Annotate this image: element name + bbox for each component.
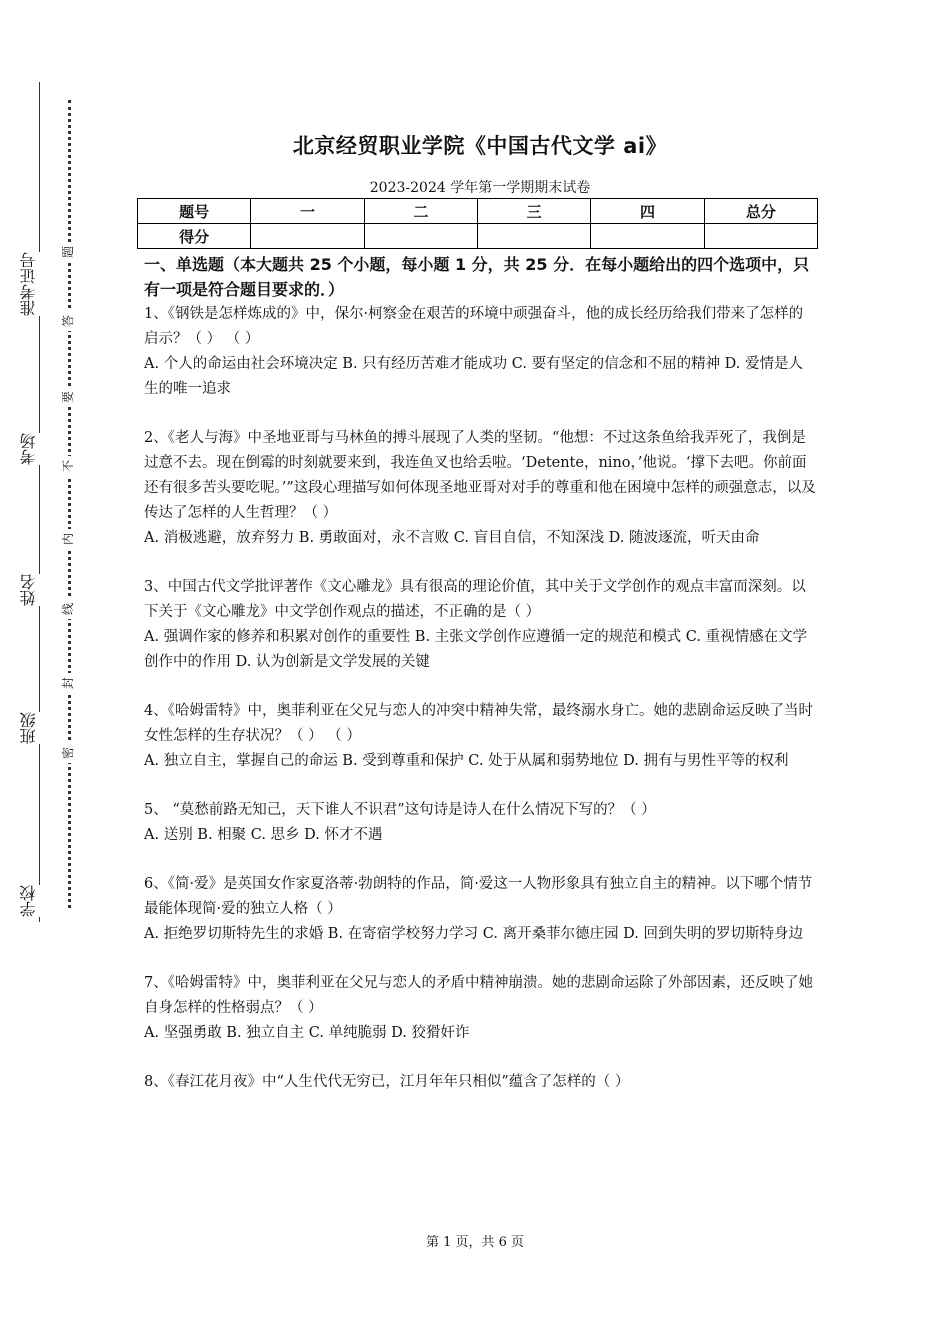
question-options: A. 个人的命运由社会环境决定 B. 只有经历苦难才能成功 C. 要有坚定的信念和不屈的精神 D. 爱情是人生的唯一追求 <box>144 356 804 397</box>
seal-char: 题 <box>59 242 77 262</box>
seal-char: 封 <box>59 673 77 693</box>
question-item <box>144 426 816 551</box>
question-stem: 8、《春江花月夜》中“人生代代无穷已，江月年年只相似”蕴含了怎样的（ ） <box>144 1074 630 1090</box>
question-options: A. 消极逃避，放弃努力 B. 勇敢面对，永不言败 C. 盲目自信，不知深浅 D. 随波逐流，听天由命 <box>144 530 760 546</box>
field-name: 姓名 <box>20 574 44 606</box>
question-item <box>144 1070 816 1095</box>
field-school: 学校 <box>20 885 44 917</box>
score-cell: 题号 <box>138 199 251 224</box>
seal-char: 内 <box>59 529 77 549</box>
score-table <box>137 198 818 249</box>
seal-char: 不 <box>59 456 77 476</box>
score-cell: 二 <box>364 199 477 224</box>
question-item <box>144 575 816 675</box>
question-item <box>144 302 816 402</box>
binding-margin <box>0 0 110 1344</box>
question-options: A. 拒绝罗切斯特先生的求婚 B. 在寄宿学校努力学习 C. 离开桑菲尔德庄园 D. 回到失明的罗切斯特身边 <box>144 926 804 942</box>
seal-char: 要 <box>59 387 77 407</box>
seal-char: 答 <box>59 311 77 331</box>
question-options: A. 坚强勇敢 B. 独立自主 C. 单纯脆弱 D. 狡猾奸诈 <box>144 1025 470 1041</box>
exam-title: 北京经贸职业学院《中国古代文学 ai》 <box>292 134 668 158</box>
score-input-cell[interactable] <box>591 224 704 249</box>
question-item <box>144 699 816 774</box>
question-item <box>144 971 816 1046</box>
question-stem: 5、 “莫愁前路无知己，天下谁人不识君”这句诗是诗人在什么情况下写的？（ ） <box>144 802 656 818</box>
score-input-cell[interactable] <box>251 224 364 249</box>
section-title: 一、单选题（本大题共 25 个小题，每小题 1 分，共 25 分．在每小题给出的四个选项中，只有一项是符合题目要求的．） <box>144 255 810 299</box>
score-cell: 四 <box>591 199 704 224</box>
question-stem: 4、《哈姆雷特》中，奥菲利亚在父兄与恋人的冲突中精神失常，最终溺水身亡。她的悲剧命运反映了当时女性怎样的生存状况？（ ） （ ） <box>144 703 813 744</box>
field-class: 班级 <box>20 712 44 744</box>
score-cell: 一 <box>251 199 364 224</box>
exam-subtitle: 2023-2024 学年第一学期期末试卷 <box>369 180 591 196</box>
score-cell: 三 <box>477 199 590 224</box>
question-stem: 3、中国古代文学批评著作《文心雕龙》具有很高的理论价值，其中关于文学创作的观点丰富而深刻。以下关于《文心雕龙》中文学创作观点的描述，不正确的是（ ） <box>144 579 806 620</box>
score-input-cell[interactable] <box>364 224 477 249</box>
question-list <box>144 302 816 1095</box>
question-stem: 6、《简·爱》是英国女作家夏洛蒂·勃朗特的作品，简·爱这一人物形象具有独立自主的精神。以下哪个情节最能体现简·爱的独立人格（ ） <box>144 876 813 917</box>
seal-char: 密 <box>59 743 77 763</box>
score-input-cell[interactable] <box>704 224 817 249</box>
page-number: 第 1 页，共 6 页 <box>425 1235 525 1250</box>
question-stem: 7、《哈姆雷特》中，奥菲利亚在父兄与恋人的矛盾中精神崩溃。她的悲剧命运除了外部因素，还反映了她自身怎样的性格弱点？（ ） <box>144 975 813 1016</box>
question-options: A. 送别 B. 相聚 C. 思乡 D. 怀才不遇 <box>144 827 383 843</box>
question-stem: 1、《钢铁是怎样炼成的》中，保尔·柯察金在艰苦的环境中顽强奋斗，他的成长经历给我们带来了怎样的启示？（ ） （ ） <box>144 306 804 347</box>
score-table-header-row <box>138 199 818 224</box>
field-exam-number: 准考证号 <box>20 252 44 316</box>
field-exam-room: 考场 <box>20 433 44 465</box>
question-options: A. 独立自主，掌握自己的命运 B. 受到尊重和保护 C. 处于从属和弱势地位 D. 拥有与男性平等的权利 <box>144 753 789 769</box>
binding-dotted-line <box>68 100 71 908</box>
score-input-cell[interactable] <box>477 224 590 249</box>
question-options: A. 强调作家的修养和积累对创作的重要性 B. 主张文学创作应遵循一定的规范和模式 C. 重视情感在文学创作中的作用 D. 认为创新是文学发展的关键 <box>144 629 808 670</box>
question-item <box>144 798 816 848</box>
exam-content <box>144 126 816 1095</box>
question-stem: 2、《老人与海》中圣地亚哥与马林鱼的搏斗展现了人类的坚韧。“他想：不过这条鱼给我弄死了，我倒是过意不去。现在倒霉的时刻就要来到，我连鱼叉也给丢啦。‘Detente，nino，’他说。‘撑下去吧。你前面还有很多苦头要吃呢。’”这段心理描写如何体现圣地亚哥对对手的尊重和他在困境中怎样的顽强意志，以及传达了怎样的人生哲理？（ ） <box>144 430 816 521</box>
binding-solid-line <box>39 82 40 922</box>
score-cell: 总分 <box>704 199 817 224</box>
score-cell: 得分 <box>138 224 251 249</box>
question-item <box>144 872 816 947</box>
seal-char: 线 <box>59 599 77 619</box>
score-table-score-row <box>138 224 818 249</box>
